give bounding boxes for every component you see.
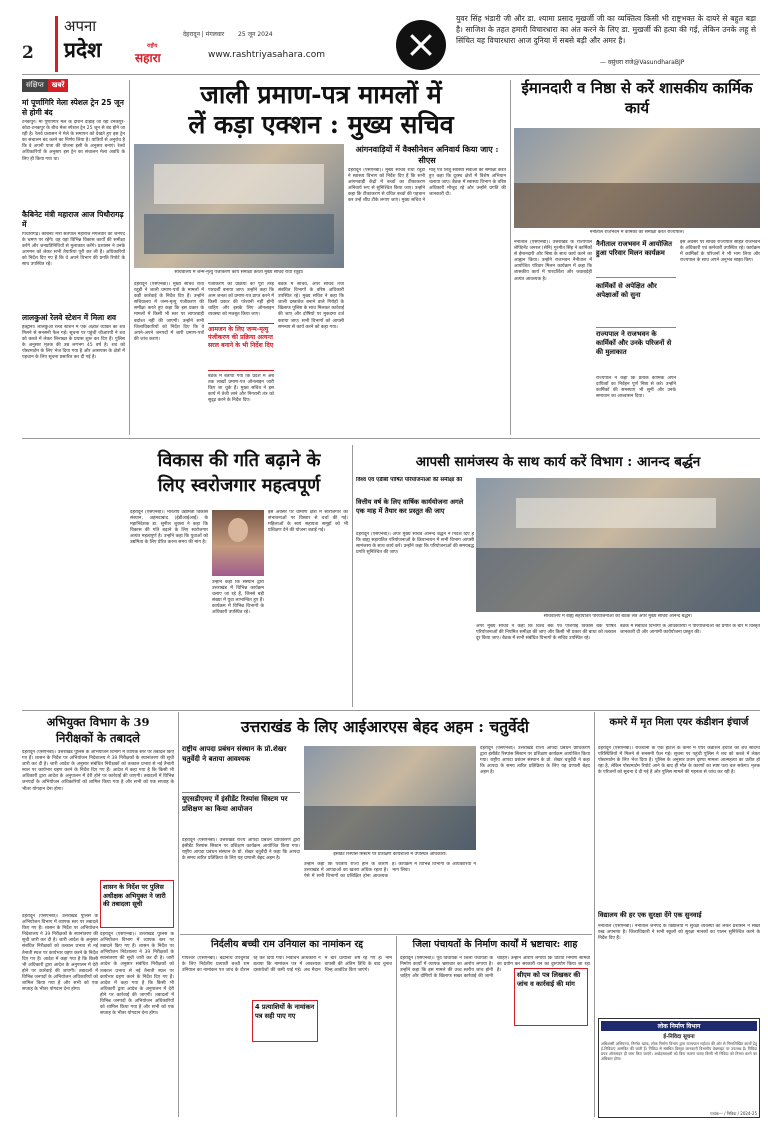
harmony-headline: आपसी सामंजस्य के साथ कार्य करें विभाग : आनन्द बर्द्धन: [415, 454, 701, 470]
transfer-body: देहरादून (एसएनबी)। उत्तराखंड पुलिस के अभियोजन विभाग में व्यापक स्तर पर तबादले किए गए हैं। शासन के निर्देश पर अभियोजन निदेशालय ने 39 निरीक्षकों के स्थानांतरण की सूची जारी कर दी है। जारी आदेश के अनुसार संबंधित निरीक्षकों को तत्काल प्रभाव से नई तैनाती स्थल पर कार्यभार ग्रहण करने के निर्देश दिए गए हैं। आदेश में कहा गया है कि किसी भी अधिकारी द्वारा आदेश के अनुपालन में देरी होने पर कार्रवाई की जाएगी। तबादलों में विभिन्न जनपदों के अभियोजन अधिकारियों को शामिल किया गया है और सभी को एक सप्ताह के भीतर योगदान देना होगा।: [22, 750, 174, 792]
col-divider-5: [594, 712, 595, 1117]
brief-column: [22, 98, 125, 438]
x-logo-icon: [396, 20, 446, 70]
iit-caption: इंसीडेंट रिस्पांस सिस्टम पर प्रशिक्षण कार्यशाला में उपस्थित अधिकारी।: [333, 852, 447, 857]
harmony-caption: सचिवालय में बाह्य सहायतित परियोजनाओं की बैठक लेते अपर मुख्य सचिव आनन्द बर्द्धन।: [543, 614, 693, 619]
panchayat-box: सीएम को पत्र लिखकर की जांच व कार्रवाई की मांग: [514, 968, 588, 1026]
growth-body-2: उन्होंने कहा कि संस्थान द्वारा उत्तराखंड में विभिन्न कार्यक्रम चलाए जा रहे हैं, जिनसे बड़ी संख्या में युवा लाभान्वित हुए हैं। कार्यक्रम में विभिन्न विभागों के अधिकारी उपस्थित रहे।: [212, 580, 264, 616]
quote-author: — वसुंधरा राजे@VasundharaBJP: [600, 59, 685, 66]
honesty-box-2: कार्मिकों से अपेक्षित और अपेक्षाओं को सुना: [596, 282, 676, 328]
growth-body-1: देहरादून (एसएनबी)। भारतीय उद्यमिता विकास संस्थान, अहमदाबाद (ईडीआईआई) के महानिदेशक डा. सुनील शुक्ला ने कहा कि विकास की गति बढ़ाने के लिए स्वरोजगार अत्यंत महत्वपूर्ण है। उन्होंने कहा कि युवाओं को उद्यमिता के लिए प्रेरित करना समय की मांग है।: [130, 510, 208, 546]
transfer-box: शासन के निर्देश पर पुलिस अधीक्षक अभियुक्त ने जारी की तबादला सूची: [100, 880, 174, 928]
brief-body-3: हल्द्वानी। लालकुआं रेलवे स्टेशन में एक अज्ञात व्यक्ति का शव मिलने से सनसनी फैल गई। सूचना पर पहुंची जीआरपी ने शव को कब्जे में लेकर शिनाख्त के प्रयास शुरू कर दिए हैं। पुलिस के अनुसार मृतक की उम्र लगभग 45 वर्ष है। शव को पोस्टमार्टम के लिए भेज दिया गया है और आसपास के क्षेत्रों में पहचान के लिए सूचना प्रसारित कर दी गई है।: [22, 325, 125, 361]
tender-subtitle: ई-निविदा सूचना: [663, 1034, 695, 1040]
vaccine-headline: आंगनवाड़ियों में वैक्सीनेशन अनिवार्य किया जाए : सीएस: [355, 144, 499, 165]
tender-title: लोक निर्माण विभाग: [601, 1021, 757, 1031]
harmony-body-2: अपर मुख्य सचिव ने कहा कि विश्व बैंक एवं एशियाई विकास बैंक पोषित परियोजनाओं की नियमित समीक्षा की जाए और किसी भी प्रकार की बाधा को तत्काल दूर किया जाए। बैठक में सभी संबंधित विभागों के सचिव उपस्थित रहे।: [476, 624, 616, 642]
brief-headline-1: मां पूर्णागिरि मेला स्पेशल ट्रेन 25 जून से होगी बंद: [22, 98, 124, 117]
transfer-body-2: देहरादून (एसएनबी)। उत्तराखंड पुलिस के अभियोजन विभाग में व्यापक स्तर पर तबादले किए गए हैं। शासन के निर्देश पर अभियोजन निदेशालय ने 39 निरीक्षकों के स्थानांतरण की सूची जारी कर दी है। जारी आदेश के अनुसार संबंधित निरीक्षकों को तत्काल प्रभाव से नई तैनाती स्थल पर कार्यभार ग्रहण करने के निर्देश दिए गए हैं। आदेश में कहा गया है कि किसी भी अधिकारी द्वारा आदेश के अनुपालन में देरी होने पर कार्रवाई की जाएगी। तबादलों में विभिन्न जनपदों के अभियोजन अधिकारियों को शामिल किया गया है और सभी को एक सप्ताह के भीतर योगदान देना होगा।: [22, 914, 98, 993]
lead-photo: [134, 144, 344, 268]
death-headline: कमरे में मृत मिला एयर कंडीशन इंचार्ज: [609, 717, 749, 728]
growth-headline-line-2: लिए स्वरोजगार महत्वपूर्ण: [157, 475, 321, 496]
honesty-col-1: नैनीताल (एसएनबी)। उत्तराखंड के राज्यपाल लेफ्टिनेंट जनरल (सेनि) गुरमीत सिंह ने कार्मिकों से ईमानदारी और निष्ठा के साथ कार्य करने का आह्वान किया। उन्होंने राजभवन नैनीताल में आयोजित परिवार मिलन कार्यक्रम में कहा कि शासकीय कार्य में पारदर्शिता और जवाबदेही अत्यंत आवश्यक है।: [514, 240, 592, 282]
date-year: 2024: [257, 31, 273, 38]
col-divider-1: [129, 80, 130, 435]
harmony-body-1: देहरादून (एसएनबी)। अपर मुख्य सचिव आनन्द बर्द्धन ने निर्देश दिए हैं कि बाह्य सहायतित परियोजनाओं के क्रियान्वयन में सभी विभाग आपसी सामंजस्य के साथ कार्य करें। उन्होंने कहा कि परियोजनाओं की समयबद्ध प्रगति सुनिश्चित की जाए।: [356, 532, 474, 556]
honesty-box-3: राज्यपाल ने राजभवन के कार्मिकों और उनके परिजनों से की मुलाकात: [596, 330, 672, 356]
honesty-col-3: इस अवसर पर सचिव राज्यपाल सहित राजभवन के अधिकारी एवं कर्मचारी उपस्थित रहे। कार्यक्रम में कार्मिकों के परिजनों ने भी भाग लिया और राज्यपाल के साथ अपने अनुभव साझा किए।: [680, 240, 760, 264]
transfer-body-3: देहरादून (एसएनबी)। उत्तराखंड पुलिस के अभियोजन विभाग में व्यापक स्तर पर तबादले किए गए हैं। शासन के निर्देश पर अभियोजन निदेशालय ने 39 निरीक्षकों के स्थानांतरण की सूची जारी कर दी है। जारी आदेश के अनुसार संबंधित निरीक्षकों को तत्काल प्रभाव से नई तैनाती स्थल पर कार्यभार ग्रहण करने के निर्देश दिए गए हैं। आदेश में कहा गया है कि किसी भी अधिकारी द्वारा आदेश के अनुपालन में देरी होने पर कार्रवाई की जाएगी। तबादलों में विभिन्न जनपदों के अभियोजन अधिकारियों को शामिल किया गया है और सभी को एक सप्ताह के भीतर योगदान देना होगा।: [100, 932, 174, 1017]
harmony-photo: [476, 478, 760, 612]
death-sub: विद्यालय की हर एक सुरक्षा देंगे एक सुनवाई: [598, 911, 702, 919]
date-month: जून: [247, 31, 256, 38]
death-body: देहरादून (एसएनबी)। राजधानी के एक होटल के कमरे में एयर कंडीशन इंचार्ज का शव संदिग्ध परिस्थितियों में मिलने से सनसनी फैल गई। सूचना पर पहुंची पुलिस ने शव को कब्जे में लेकर पोस्टमार्टम के लिए भेज दिया है। पुलिस के अनुसार प्रथम दृष्टया मामला आत्महत्या का प्रतीत हो रहा है, लेकिन पोस्टमार्टम रिपोर्ट आने के बाद ही मौत के कारणों का स्पष्ट पता चल सकेगा। मृतक के परिजनों को सूचना दे दी गई है और पुलिस मामले की गहनता से जांच कर रही है।: [598, 746, 760, 776]
nomination-body: गोपेश्वर (एसएनबी)। बद्रीनाथ उपचुनाव के लिए निर्दलीय प्रत्याशी बच्ची राम उनियाल का नामांकन पत्र जांच के दौरान रद्द कर दिया गया। निर्वाचन अधिकारी ने बताया कि नामांकन पत्र में आवश्यक दस्तावेजों की कमी पाई गई। अब मैदान में चार प्रत्याशी शेष रह गए हैं। नाम वापसी की अंतिम तिथि के बाद चुनाव चिन्ह आवंटित किए जाएंगे।: [182, 956, 392, 974]
panchayat-headline: जिला पंचायतों के निर्माण कार्यों में भ्रष्टाचार: शाह: [412, 939, 578, 950]
panchayat-body: देहरादून (एसएनबी)। पूर्व विधायक ने जिला पंचायतों के निर्माण कार्यों में व्यापक भ्रष्टाचार का आरोप लगाया है। उन्होंने कहा कि इस मामले की उच्च स्तरीय जांच होनी चाहिए और दोषियों के खिलाफ सख्त कार्रवाई की जानी चाहिए। उन्होंने आरोप लगाया कि घटिया निर्माण सामग्री का प्रयोग कर सरकारी धन का दुरुपयोग किया जा रहा है।: [400, 956, 590, 980]
brief-label-a: संक्षिप्त: [22, 79, 48, 92]
brief-body-2: पिथौरागढ़। कैबिनेट मंत्री सतपाल महाराज मंगलवार को जनपद के भ्रमण पर रहेंगे। वह यहां विभिन्न विकास कार्यों की समीक्षा करेंगे और जनप्रतिनिधियों से मुलाकात करेंगे। प्रशासन ने उनके आगमन को लेकर सभी तैयारियां पूरी कर ली हैं। अधिकारियों को निर्देश दिए गए हैं कि वे अपने विभाग की प्रगति रिपोर्ट के साथ उपस्थित रहें।: [22, 232, 125, 268]
harmony-body-3: बैठक में संबंधित विभागों के अधिकारियों ने परियोजनाओं की प्रगति के बारे में विस्तृत जानकारी दी और आगामी कार्ययोजना प्रस्तुत की।: [620, 624, 760, 636]
paper-name-top: राष्ट्रीय: [147, 43, 158, 49]
vaccine-body: देहरादून (एसएनबी)। मुख्य सचिव राधा रतूड़ी ने स्वास्थ्य विभाग को निर्देश दिए हैं कि सभी आंगनवाड़ी केंद्रों में बच्चों का टीकाकरण अनिवार्य रूप से सुनिश्चित किया जाए। उन्होंने कहा कि टीकाकरण से वंचित बच्चों की पहचान कर उन्हें शीघ्र टीके लगाए जाएं। मुख्य सचिव ने मातृ एवं शिशु स्वास्थ्य सेवाओं की समीक्षा करते हुए कहा कि दूरस्थ क्षेत्रों में विशेष अभियान चलाया जाए। बैठक में स्वास्थ्य विभाग के वरिष्ठ अधिकारी मौजूद रहे और उन्होंने प्रगति की जानकारी दी।: [348, 168, 506, 204]
header-rule: [22, 74, 760, 75]
masthead-date: [183, 30, 273, 38]
iit-body-1: देहरादून (एसएनबी)। उत्तराखंड राज्य आपदा प्रबंधन प्राधिकरण द्वारा इंसीडेंट रिस्पांस सिस्टम पर प्रशिक्षण कार्यक्रम आयोजित किया गया। राष्ट्रीय आपदा प्रबंधन संस्थान के प्रो. शेखर चतुर्वेदी ने कहा कि आपदा के समय त्वरित प्रतिक्रिया के लिए यह प्रणाली बेहद अहम है।: [182, 838, 300, 862]
header-quote: युवर सिंह भंडारी जी और डा. श्यामा प्रसाद मुखर्जी जी का व्यक्तित्व किसी भी राष्ट्रभक्त के दायरे से बहुत बड़ा है। साजिश के तहत हमारी विचारधारा का अंत करने के लिए डा. मुखर्जी की हत्या की गई, लेकिन उनके लहू से सिंचित यह विचारधारा आज दुनिया में सबसे बड़ी और अमर है।: [456, 14, 756, 45]
iit-box-2: यूएसडीएमए में इंसीडेंट रिस्पांस सिस्टम पर प्रशिक्षण का किया आयोजन: [182, 792, 300, 834]
page-number: 2: [22, 43, 34, 63]
nomination-headline: निर्दलीय बच्ची राम उनियाल का नामांकन रद्द: [210, 939, 364, 950]
brief-headline-2: कैबिनेट मंत्री महाराज आज पिथौरागढ़ में: [22, 210, 124, 229]
honesty-caption: नैनीताल राजभवन में कर्मिकों की समीक्षा करते राज्यपाल।: [589, 230, 685, 235]
brief-headline-3: लालकुआं रेलवे स्टेशन में मिला शव: [22, 313, 117, 322]
paper-logo: [133, 44, 203, 64]
iit-body-2: उन्होंने कहा कि पर्वतीय राज्य होने के कारण उत्तराखंड में आपदाओं का खतरा अधिक रहता है। ऐसे में सभी विभागों का प्रशिक्षित होना आवश्यक है। कार्यक्रम में विभिन्न विभागों के अधिकारियों ने भाग लिया।: [304, 862, 476, 880]
brand-bottom: प्रदेश: [64, 37, 102, 62]
tender-notice: [598, 1018, 760, 1118]
brief-label-b: खबरें: [48, 79, 69, 92]
iit-photo: [304, 746, 476, 850]
col-divider-3: [352, 445, 353, 707]
harmony-sub-1: विश्व एवं एडीबी पोषित परियोजनाओं की समीक्षा की: [356, 477, 463, 483]
col-divider-6: [396, 936, 397, 1117]
lead-pull-quote: आमजन के लिए जन्म-मृत्यु पंजीकरण की प्रक्रिया अत्यन्त सरल बनाने के भी निर्देश दिए: [208, 323, 274, 371]
death-body-2: नैनीताल (एसएनबी)। नैनीताल जनपद के विद्यालयों में सुरक्षा व्यवस्था को लेकर प्रशासन ने सख्त रुख अपनाया है। जिलाधिकारी ने सभी स्कूलों को सुरक्षा मानकों का पालन सुनिश्चित करने के निर्देश दिए हैं।: [598, 924, 760, 942]
section-brand: [55, 16, 117, 72]
lead-photo-caption: सचिवालय में जन्म-मृत्यु पंजीकरण कार्य समीक्षा करती मुख्य सचिव राधा रतूड़ी।: [174, 270, 304, 275]
honesty-box-1: नैनीताल राजभवन में आयोजित हुआ परिवार मिलन कार्यक्रम: [596, 240, 676, 278]
paper-name: सहारा: [135, 51, 161, 65]
hrule-2: [22, 710, 760, 711]
honesty-headline: ईमानदारी व निष्ठा से करें शासकीय कार्मिक कार्य: [521, 79, 753, 117]
lead-col-2b: बैठक में बताया गया कि प्रदेश में अब तक लाखों प्रमाण-पत्र ऑनलाइन जारी किए जा चुके हैं। मुख्य सचिव ने इस कार्य में तेजी लाने और निगरानी तंत्र को सुदृढ़ करने के निर्देश दिए।: [208, 374, 274, 404]
lead-col-2: पंजीकरण की प्रक्रिया को पूरी तरह पारदर्शी बनाया जाए। उन्होंने कहा कि आम जनता को प्रमाण-पत्र प्राप्त करने में किसी प्रकार की परेशानी नहीं होनी चाहिए और इसके लिए ऑनलाइन व्यवस्था को मजबूत किया जाए।: [208, 282, 274, 318]
hrule-3: [180, 934, 592, 935]
lead-col-1: देहरादून (एसएनबी)। मुख्य सचिव राधा रतूड़ी ने जाली प्रमाण-पत्रों के मामलों में कड़ी कार्रवाई के निर्देश दिए हैं। उन्होंने सचिवालय में जन्म-मृत्यु पंजीकरण की समीक्षा करते हुए कहा कि इस प्रकार के मामलों में किसी भी स्तर पर लापरवाही बर्दाश्त नहीं की जाएगी। उन्होंने सभी जिलाधिकारियों को निर्देश दिए कि वे अपने-अपने जनपदों में जारी प्रमाण-पत्रों की जांच कराएं।: [134, 282, 204, 342]
lead-headline: [132, 80, 510, 140]
hrule-1: [22, 438, 760, 439]
iit-headline: उत्तराखंड के लिए आईआरएस बेहद अहम : चतुर्वेदी: [241, 717, 529, 736]
harmony-sub-2: वित्तीय वर्ष के लिए वार्षिक कार्ययोजना अगले एक माह में तैयार कर प्रस्तुत की जाए: [356, 498, 464, 515]
growth-headline-line-1: विकास की गति बढ़ाने के: [157, 450, 321, 471]
nomination-box: 4 प्रत्याशियों के नामांकन पत्र सही पाए गए: [252, 1000, 318, 1042]
website-link[interactable]: www.rashtriyasahara.com: [208, 50, 326, 60]
date-text: देहरादून | मंगलवार: [183, 31, 225, 38]
iit-box-1: राष्ट्रीय आपदा प्रबंधन संस्थान के प्रो.शेखर चतुर्वेदी ने बताया आवश्यक: [182, 745, 287, 763]
iit-body-3: देहरादून (एसएनबी)। उत्तराखंड राज्य आपदा प्रबंधन प्राधिकरण द्वारा इंसीडेंट रिस्पांस सिस्टम पर प्रशिक्षण कार्यक्रम आयोजित किया गया। राष्ट्रीय आपदा प्रबंधन संस्थान के प्रो. शेखर चतुर्वेदी ने कहा कि आपदा के समय त्वरित प्रतिक्रिया के लिए यह प्रणाली बेहद अहम है।: [480, 746, 590, 776]
honesty-photo: [514, 128, 760, 228]
growth-portrait: [212, 510, 264, 576]
brief-label: [22, 79, 122, 92]
tender-footer: पत्रांक— / निविदा / 2024-25: [710, 1111, 757, 1116]
col-divider-4: [178, 712, 179, 1117]
date-day: 25: [238, 31, 246, 38]
tender-body: अधिशासी अभियन्ता, निर्माण खण्ड, लोक निर्माण विभाग द्वारा राज्यपाल महोदय की ओर से निम्नलिखित कार्यों हेतु ई-निविदाएं आमंत्रित की जाती हैं। निविदा से संबंधित विस्तृत जानकारी विभागीय वेबसाइट पर उपलब्ध है। निविदा प्रपत्र ऑनलाइन ही जमा किए जाएंगे। अधोहस्ताक्षरी को बिना कारण बताए किसी भी निविदा को निरस्त करने का अधिकार होगा।: [601, 1041, 757, 1061]
lead-headline-line-1: जाली प्रमाण-पत्र मामलों में: [200, 80, 442, 109]
brief-body-1: टनकपुर। मां पूर्णागिरि मेले के दौरान दौड़ाई जा रही टनकपुर-कोटा-टनकपुर के बीच मेला स्पेशल ट्रेन 25 जून से बंद होने जा रही है। रेलवे प्रशासन ने मेले के समापन को देखते हुए इस ट्रेन का संचालन बंद करने का निर्णय लिया है। यात्रियों से अनुरोध है कि वे अपनी यात्रा की योजना इसी के अनुसार बनाएं। रेलवे अधिकारियों के अनुसार इस ट्रेन का संचालन मेला अवधि के लिए ही किया गया था।: [22, 120, 125, 162]
col-divider-2: [510, 80, 511, 435]
transfer-headline-line-1: अभियुक्त विभाग के 39: [46, 715, 150, 729]
brand-top: अपना: [64, 17, 97, 35]
transfer-headline-line-2: निरीक्षकों के तबादले: [56, 731, 140, 745]
growth-headline: [130, 448, 348, 498]
lead-headline-line-2: लें कड़ा एक्शन : मुख्य सचिव: [188, 110, 454, 139]
transfer-headline: [22, 714, 174, 746]
lead-col-3: बैठक में सचिव, अपर सचिव तथा संबंधित विभागों के वरिष्ठ अधिकारी उपस्थित रहे। मुख्य सचिव ने कहा कि जाली दस्तावेज बनाने वाले गिरोहों के खिलाफ पुलिस के साथ मिलकर कार्रवाई की जाए और दोषियों पर मुकदमा दर्ज कराया जाए। सभी विभागों को आपसी समन्वय से कार्य करने को कहा गया।: [278, 282, 344, 330]
honesty-col-2: राज्यपाल ने कहा कि प्रत्येक कार्मिक अपने दायित्वों का निर्वहन पूर्ण निष्ठा से करे। उन्होंने कार्मिकों की समस्याएं भी सुनीं और उनके समाधान का आश्वासन दिया।: [596, 376, 676, 400]
growth-body-3: इस अवसर पर ग्रामीण क्षेत्रों में स्वरोजगार की संभावनाओं पर विस्तार से चर्चा की गई। महिलाओं के स्वयं सहायता समूहों को भी प्रशिक्षण देने की योजना बताई गई।: [268, 510, 348, 534]
